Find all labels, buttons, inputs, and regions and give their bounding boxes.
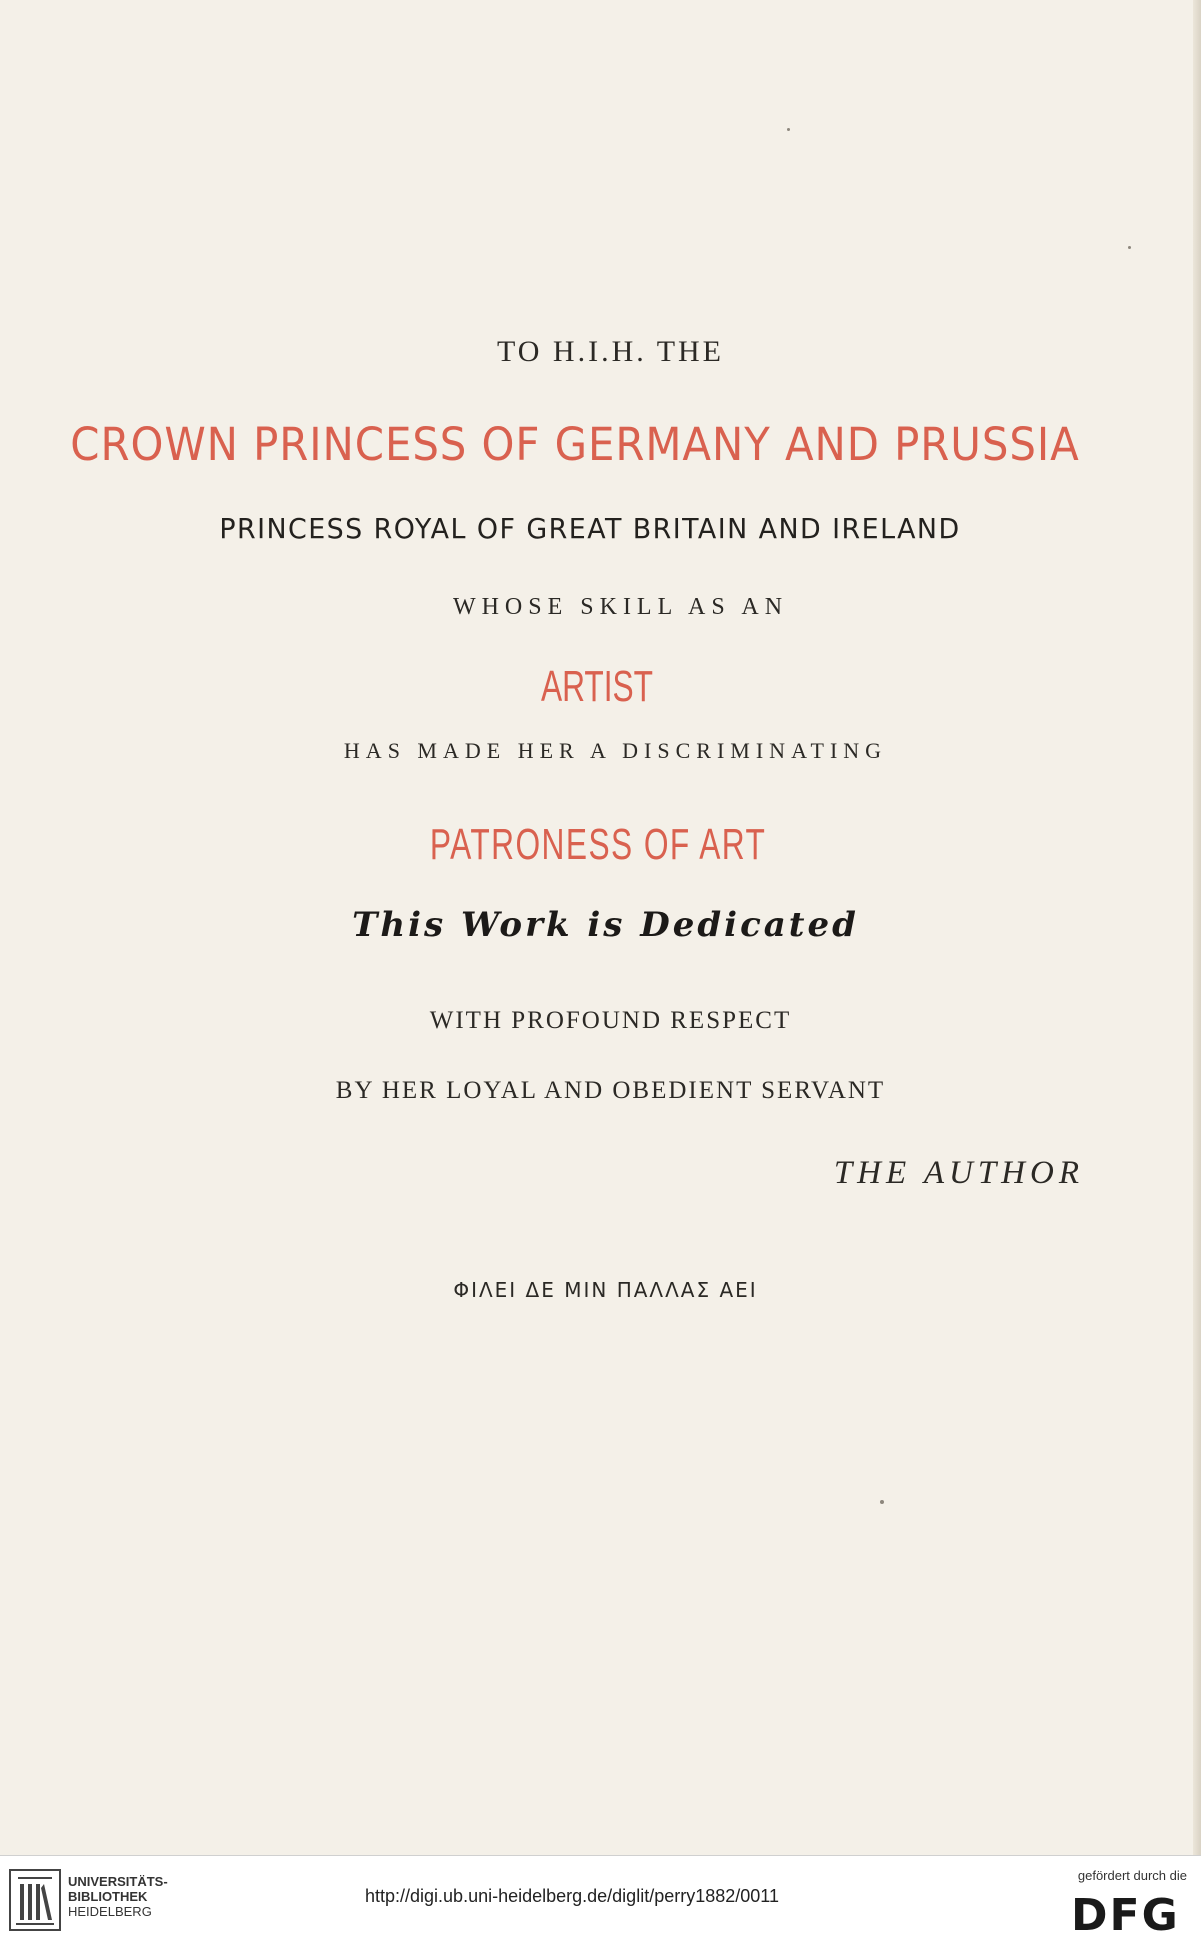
library-name-line1: UNIVERSITÄTS- [68, 1874, 168, 1889]
dedication-artist: ARTIST [540, 662, 654, 711]
greek-motto: ΦΙΛΕΙ ΔΕ ΜΙΝ ΠΑΛΛΑΣ ΑΕΙ [453, 1278, 758, 1302]
paper-speck [880, 1500, 884, 1504]
dfg-logo-text: DFG [1071, 1890, 1180, 1934]
paper-speck [787, 128, 790, 131]
dfg-logo-icon[interactable] [1069, 1890, 1187, 1934]
dedication-servant: BY HER LOYAL AND OBEDIENT SERVANT [335, 1077, 886, 1104]
library-name-line3: HEIDELBERG [68, 1904, 152, 1919]
dedication-has-made: HAS MADE HER A DISCRIMINATING [343, 738, 888, 763]
dedication-to-line: TO H.I.H. THE [496, 335, 725, 368]
dedication-author: THE AUTHOR [833, 1155, 1084, 1191]
dedication-blackletter: This Work is Dedicated [352, 905, 859, 945]
library-name[interactable] [68, 1874, 168, 1919]
library-name-line2: BIBLIOTHEK [68, 1889, 148, 1904]
funded-by-label: gefördert durch die [1077, 1868, 1187, 1883]
permalink-url[interactable]: http://digi.ub.uni-heidelberg.de/diglit/perry1882/0011 [365, 1886, 779, 1906]
dedication-title: PRINCESS ROYAL OF GREAT BRITAIN AND IRELAND [219, 512, 961, 545]
paper-speck [1128, 246, 1131, 249]
footer-bar [0, 1855, 1201, 1944]
dedication-whose-skill: WHOSE SKILL AS AN [452, 594, 789, 620]
dedication-respect: WITH PROFOUND RESPECT [429, 1007, 792, 1034]
university-library-logo-icon[interactable] [8, 1868, 62, 1932]
dedication-recipient: CROWN PRINCESS OF GERMANY AND PRUSSIA [70, 418, 1080, 471]
dedication-patroness: PATRONESS OF ART [429, 820, 767, 869]
